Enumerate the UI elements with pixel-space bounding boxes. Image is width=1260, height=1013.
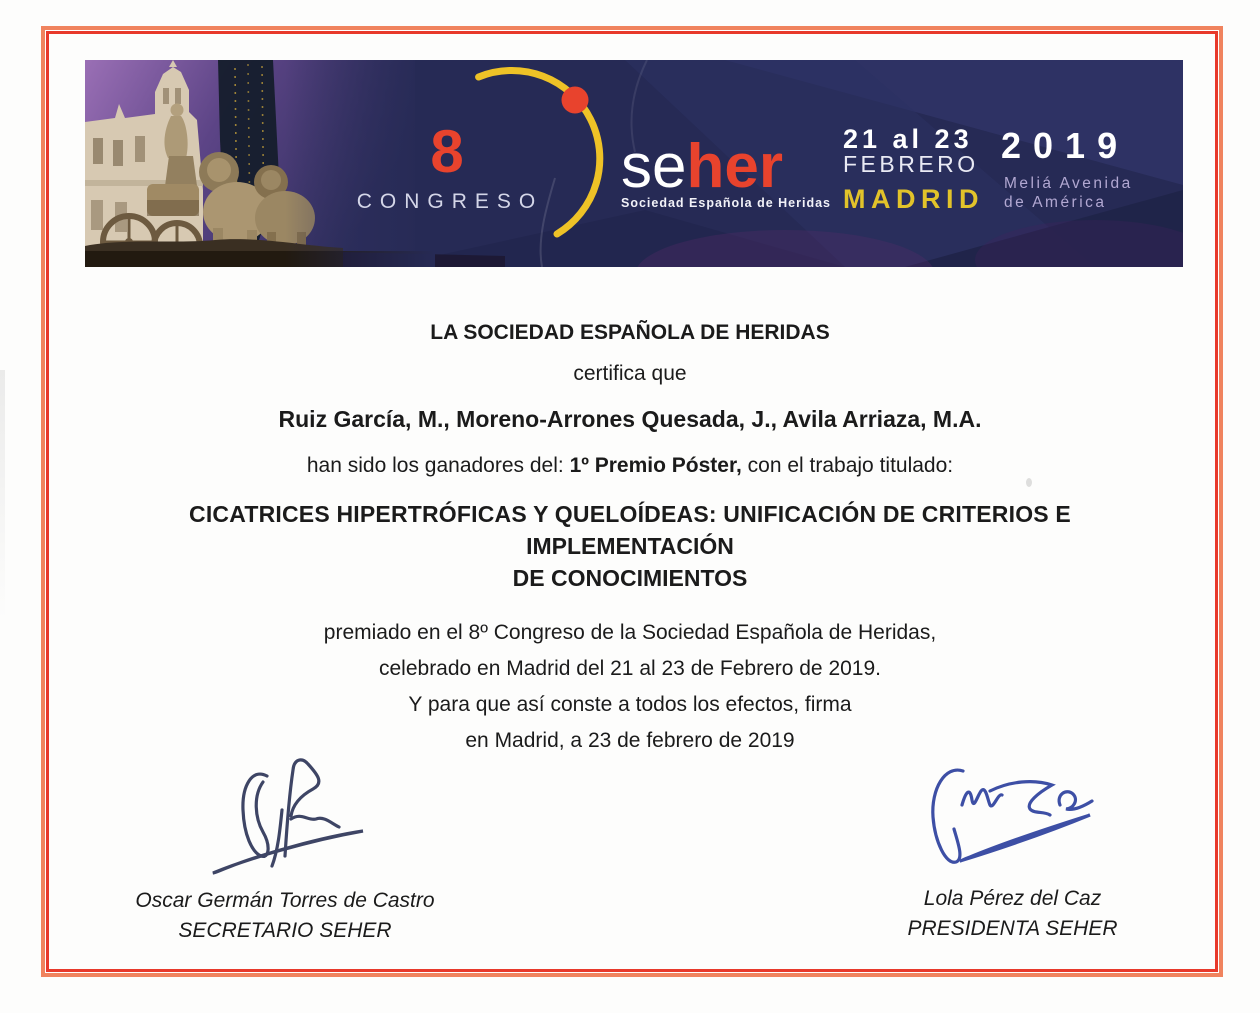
signatory-right-block — [845, 884, 1180, 944]
signature-presidenta-icon — [918, 745, 1118, 885]
date-range: 21 al 23 — [843, 124, 973, 154]
venue-line2: de América — [1004, 194, 1107, 211]
work-title-line2: IMPLEMENTACIÓN — [526, 533, 734, 559]
statement-line4: en Madrid, a 23 de febrero de 2019 — [465, 729, 795, 752]
congress-banner — [85, 60, 1183, 267]
award-prefix: han sido los ganadores del: — [306, 454, 570, 477]
signatory-left-block — [110, 886, 460, 946]
award-line — [0, 453, 1260, 478]
statement-line1: premiado en el 8º Congreso de la Sociedad Española de Heridas, — [323, 621, 937, 644]
year-label: 2019 — [1001, 125, 1130, 166]
statement-line3: Y para que así conste a todos los efectos, firma — [408, 693, 852, 716]
signatory-left-name: Oscar Germán Torres de Castro — [135, 889, 435, 912]
city-label: MADRID — [843, 184, 984, 214]
seher-tagline: Sociedad Española de Heridas — [621, 196, 832, 210]
signature-secretario-icon — [205, 742, 375, 892]
recipients-line: Ruiz García, M., Moreno-Arrones Quesada, J., Avila Arriaza, M.A. — [278, 406, 982, 432]
work-title-line3: DE CONOCIMIENTOS — [512, 565, 748, 591]
issuer-heading: LA SOCIEDAD ESPAÑOLA DE HERIDAS — [430, 321, 830, 344]
congress-number: 8 — [430, 118, 464, 185]
work-title-line1: CICATRICES HIPERTRÓFICAS Y QUELOÍDEAS: UNIFICACIÓN DE CRITERIOS E — [189, 501, 1071, 527]
seher-logo: seher — [621, 132, 783, 201]
venue-line1: Meliá Avenida — [1004, 175, 1133, 192]
date-month: FEBRERO — [843, 151, 979, 177]
award-name: 1º Premio Póster, — [569, 454, 742, 477]
congress-label: CONGRESO — [356, 190, 544, 213]
award-suffix: con el trabajo titulado: — [741, 454, 954, 477]
signatory-right-role: PRESIDENTA SEHER — [907, 917, 1118, 940]
statement-line2: celebrado en Madrid del 21 al 23 de Febrero de 2019. — [378, 657, 881, 680]
congress-banner-art — [85, 60, 1183, 267]
signatory-left-role: SECRETARIO SEHER — [178, 919, 392, 942]
certifies-line: certifica que — [573, 362, 687, 385]
signatory-right-name: Lola Pérez del Caz — [923, 887, 1102, 910]
scan-speck — [1026, 478, 1032, 487]
